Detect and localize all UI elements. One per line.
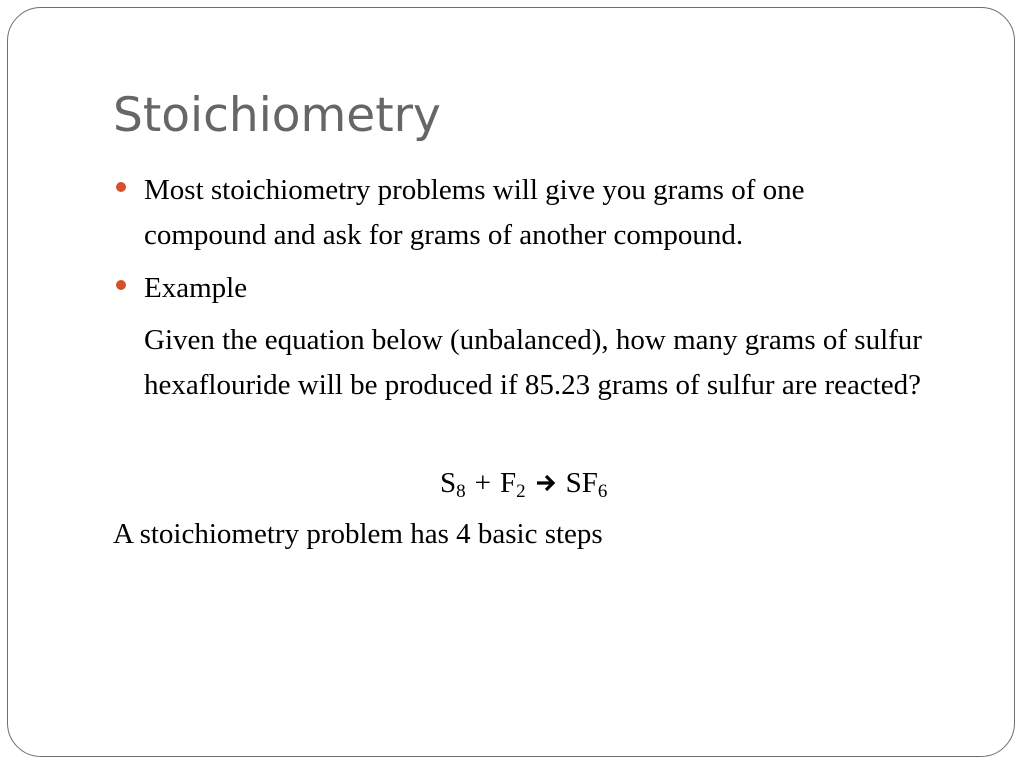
- example-question: Given the equation below (unbalanced), how many grams of sulfur hexaflouride will be produced if 85.23 grams of sulfur are reacted?: [144, 324, 922, 401]
- bullet-dot-icon: [116, 280, 126, 290]
- product: SF: [565, 467, 598, 499]
- bullet-item-2: Example: [144, 272, 248, 304]
- slide-title: Stoichiometry: [113, 88, 441, 143]
- bullet-dot-icon: [116, 182, 126, 192]
- bullet-item-1: Most stoichiometry problems will give you grams of one compound and ask for grams of another compound.: [144, 174, 805, 251]
- reactant-2: F: [500, 467, 517, 499]
- reactant-1: S: [440, 467, 457, 499]
- reactant-2-subscript: 2: [516, 481, 526, 502]
- reactant-1-subscript: 8: [456, 481, 466, 502]
- right-arrow-icon: [535, 465, 557, 505]
- footer-statement: A stoichiometry problem has 4 basic steps: [113, 518, 603, 550]
- plus-sign: +: [474, 467, 491, 499]
- chemical-equation: [440, 463, 607, 505]
- product-subscript: 6: [597, 481, 608, 502]
